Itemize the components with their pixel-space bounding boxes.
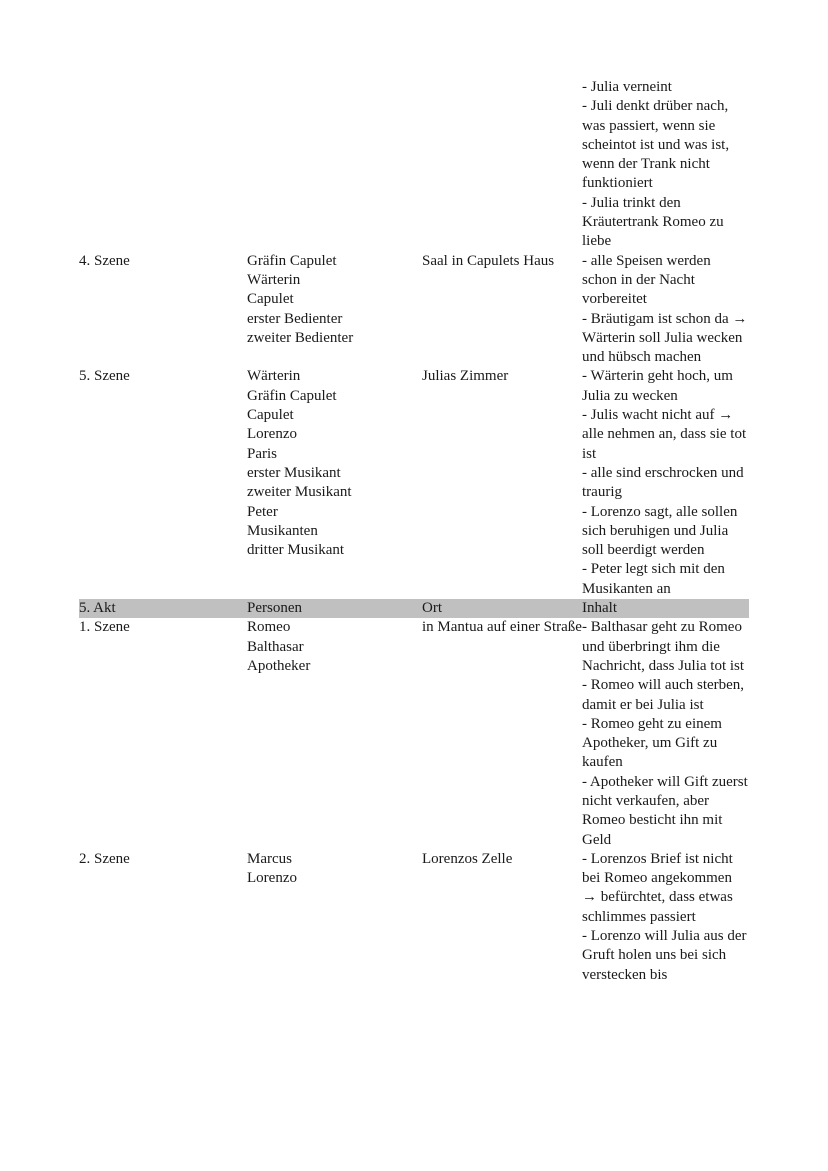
place-cell: Saal in Capulets Haus	[422, 252, 555, 269]
persons-cell: Gräfin Capulet Wärterin Capulet erster Bedienter zweiter Bedienter	[247, 252, 354, 346]
scene-cell: 1. Szene	[79, 619, 130, 636]
act-header-content: Inhalt	[582, 599, 749, 618]
persons-cell	[247, 78, 422, 252]
persons-cell: Wärterin Gräfin Capulet Capulet Lorenzo Paris erster Musikant zweiter Musikant Peter Musikanten dritter Musikant	[247, 368, 352, 559]
content-cell: - Julia verneint - Juli denkt drüber nach, was passiert, wenn sie scheintot ist und was ist, wenn der Trank nicht funktioniert - Julia trinkt den Kräutertrank Romeo zu liebe	[582, 79, 730, 250]
scene-cell: 4. Szene	[79, 252, 130, 269]
place-cell: Lorenzos Zelle	[422, 850, 513, 867]
table-row	[79, 252, 749, 368]
place-cell: Julias Zimmer	[422, 368, 509, 385]
place-cell	[422, 78, 582, 252]
place-cell: in Mantua auf einer Straße	[422, 619, 582, 636]
act-header-row	[79, 599, 749, 618]
scene-cell	[79, 78, 247, 252]
scene-table	[79, 78, 749, 985]
act-header-act: 5. Akt	[79, 599, 247, 618]
content-cell: - Lorenzos Brief ist nicht bei Romeo angekommen → befürchtet, dass etwas schlimmes passiert - Lorenzo will Julia aus der Gruft holen uns bei sich verstecken bis	[582, 850, 747, 983]
scene-cell: 5. Szene	[79, 368, 130, 385]
content-cell: - Wärterin geht hoch, um Julia zu wecken - Julis wacht nicht auf → alle nehmen an, dass sie tot ist - alle sind erschrocken und traurig - Lorenzo sagt, alle sollen sich beruhigen und Julia soll beerdigt werden - Peter legt sich mit den Musikanten an	[582, 368, 747, 597]
act-header-place: Ort	[422, 599, 582, 618]
act-header-persons: Personen	[247, 599, 422, 618]
content-cell: - Balthasar geht zu Romeo und überbringt ihm die Nachricht, dass Julia tot ist - Romeo will auch sterben, damit er bei Julia ist - Romeo geht zu einem Apotheker, um Gift zu kaufen - Apotheker will Gift zuerst nicht verkaufen, aber Romeo besticht ihn mit Geld	[582, 619, 748, 848]
table-row	[79, 367, 749, 599]
table-row	[79, 850, 749, 985]
content-cell: - alle Speisen werden schon in der Nacht vorbereitet - Bräutigam ist schon da → Wärterin soll Julia wecken und hübsch machen	[582, 252, 748, 366]
persons-cell: Romeo Balthasar Apotheker	[247, 619, 311, 674]
table-row	[79, 78, 749, 252]
persons-cell: Marcus Lorenzo	[247, 850, 297, 887]
scene-cell: 2. Szene	[79, 850, 130, 867]
table-row	[79, 618, 749, 850]
